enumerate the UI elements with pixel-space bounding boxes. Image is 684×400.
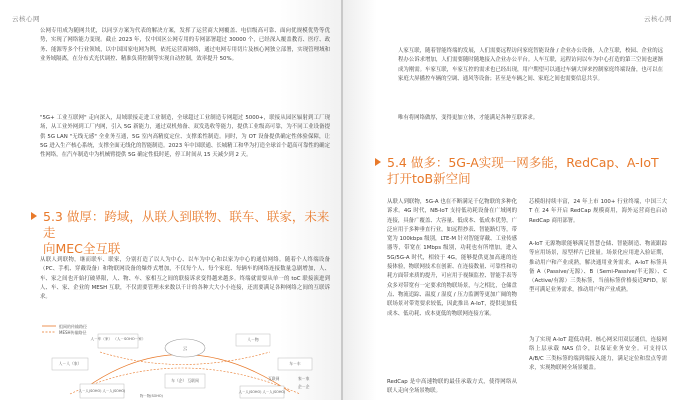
section-5-3-title [43,209,333,257]
legend-label-1: 组网的传输路径 [59,324,87,329]
right-paragraph-1: 人家互联，随着智能终端的发展，人们需要远程访问家庭智能设备 / 企业办公设备，人企互联，校园、企业的远程办公诉求增加，人们需要随时随地接入企业办公平台。人车互联，远程访问以车为中心打造的第三空间也逐渐成为刚需。车家互联，车家互控的需求也已经出现，用户期望可以通过车辆大屏来控制家庭终端设备，也可以在家庭大屏播控车辆的空调、通风等设备；甚至是车辆之间、家庭之间也需要信息共享。 [398,48,663,82]
box-top-right-label: 人－物 [247,337,259,342]
left-paragraph-1: 公网专用成为随网共优，以同享方案为代表的解决方案，发挥了运营商大网覆盖、电信级高可靠、面向优规模优势等优势，实现了网络能力变现。截止 2023 年，仅中国区公网专用的专网部署超过 30000 个，已经深入覆盖教育、医疗、政务、能源等多个行业领域，以中国国家电网为例，依托运营商网络，通过电网专用切片及核心网独立部署，实现管理域和业务域隔离，在分布式光伏调控、精准负荷控制等实现自动控制，效率提升 50%。 [40,28,330,62]
section-bullet-icon [31,212,37,220]
box-bottom-right2-label: 物－物(SOHO) [140,394,163,398]
left-paragraph-3: 从联人到联物，继而联车、联家，分别打造了以人为中心、以车为中心和以家为中心的通信网络。随着个人终端设备（PC、手机、穿戴设备）和物联网设备的爆炸式增加，不仅每个人、每个家庭、每辆车的网络连接数量急剧增加，人、车、家之间也开始打破界限，人、物、车、家相互之间的联接诉求变得越来越多。终端就需要从单一的 toC 联接演进到人、车、家、企业的 MESH 互联，不仅需要管理未来数以千计的各种大大小小连接，还需要满足各种网络之间的互联诉求。 [40,257,330,301]
box-bottom-center-label: 车（企） 互联网 [171,378,199,383]
left-paragraph-2: "5G+ 工业互联网" 走向深入，局域联接走进工业制造，全球超过工业制造专网超过 5000+，联接从园区辐射到工厂现场，从工业外网到工厂内网，引入 5G 新能力，通过双机热备、双发选收等能力，提供工业级高可靠，为不同工业设备提供 5G LAN "无线无感" 全业务互通，5G 室内高精度定位、支撑柔性制造。同时，为 OT 设备提供确定性体验保障，让 5G 进入生产核心系统，支撑全面无线化的智能制造。2023 年中国联通、长城精工和华为打造全球首个超高可靠性的确定性网络，在汽车制造中为机械臂提供 5G 确定性低时延，停工时间从 15 天减少到 2 天。 [40,115,330,159]
box-bottom-right-label: 人－人(SOHO) 人－人(SOHO) [238,390,286,394]
box-top-left-label: 人－车（家） （人－SOHO－家） [90,337,146,341]
section-bullet-icon [375,158,381,166]
right-running-header: 云核心网 [644,15,672,23]
box-bottom-left-label: 人－人(SOHO) 人－人(SOHO) [78,389,126,393]
right-column-2-p3: 为了实现 A-IoT 超低功耗、核心网采用双层通信，连接网络上层承载 NAS 信令，以保证业务安全。可支持以 A/B/C 三类标签的端到端接入能力，满足定位和盘点等需求，实现物联网全场景覆盖。 [529,337,667,371]
section-title-line-2: 向MEC全互联 [43,241,121,256]
left-page [0,0,341,400]
left-running-header: 云核心网 [12,15,40,23]
right-column-1: 从联人到联物，5G-A 也在不断满足千亿物联的多种化诉求。4G 时代，NB-IoT 支持低功耗设备在广域网的连接，具备广覆盖、大容量、低成本、低成本优势，广泛应用于多种垂直行业，如远程抄表、智能路灯等，带宽为 100kbps 级别，LTE-M 针对智能穿戴、工业传感器等，带宽在 1Mbps 级别，功耗也有所增加，进入 5G/5G-A 时代，相较于 4G，能够提供更加高速的连接体验，物联网技术在创新、在连接数量、可靠性和功耗方面带来质的提升，可应用于视频监控、智能手表等众多对带宽有一定要求的物联场景，与之相比，仓储盘点、物流追踪、温度 / 湿度 / 压力监测等更加广阔的物联场景对带宽要求较低，因此推出 A-IoT，提供更加低成本、低功耗、成本更低的物联网连接方案。 [387,199,518,317]
right-column-2-p2: A-IoT 无源物联能够满足智慧仓储、智能制造、物流跟踪等应用场景，原型样片已批量。场景化应用进入验证期，推动用户和产业成熟，解决通用业务需求。A-IoT 标签具备 A（Passive/无源）、B（Semi-Passive/半无源）、C（Active/有源）三类标签，当前标签价格接近RFID，原型可满足业务需求，推动用户和产业成熟。 [529,241,667,294]
right-label-3: 企－企 [298,384,310,389]
right-label-1: 互联网 [268,376,280,381]
right-column-1-p2: RedCap 是中高速物联的最佳承载方式，使得网络从联人走向全场景物联。 [387,379,517,395]
section-title-line-1: 5.4 做多：5G-A实现一网多能，RedCap、A-IoT [387,155,659,170]
right-column-2: 芯模组持续丰富，24 年上市 100+ 行业终端，中国三大 T 在 24 年开启 RedCap 规模商用，海外运营商也启动 RedCap 商用部署。 [529,199,667,224]
section-5-4-title [387,155,672,187]
section-title-line-2: 打开toB新空间 [387,171,471,186]
legend-label-2: MESH传输路径 [59,330,87,335]
right-paragraph-2: 唯有将网络做厚，变得更加立体，才能满足各种互联诉求。 [398,115,539,121]
box-mid-left-label: 人－人（家） [58,361,82,366]
mesh-interconnect-diagram [40,322,330,400]
right-page [343,0,684,400]
section-title-line-1: 5.3 做厚：跨域，从联人到联物、联车、联家，未来走 [43,209,330,240]
right-label-2: 家－家 [298,376,310,381]
box-mid-right-label: 车－车 [289,361,301,366]
cloud-label: 云 [182,347,188,352]
